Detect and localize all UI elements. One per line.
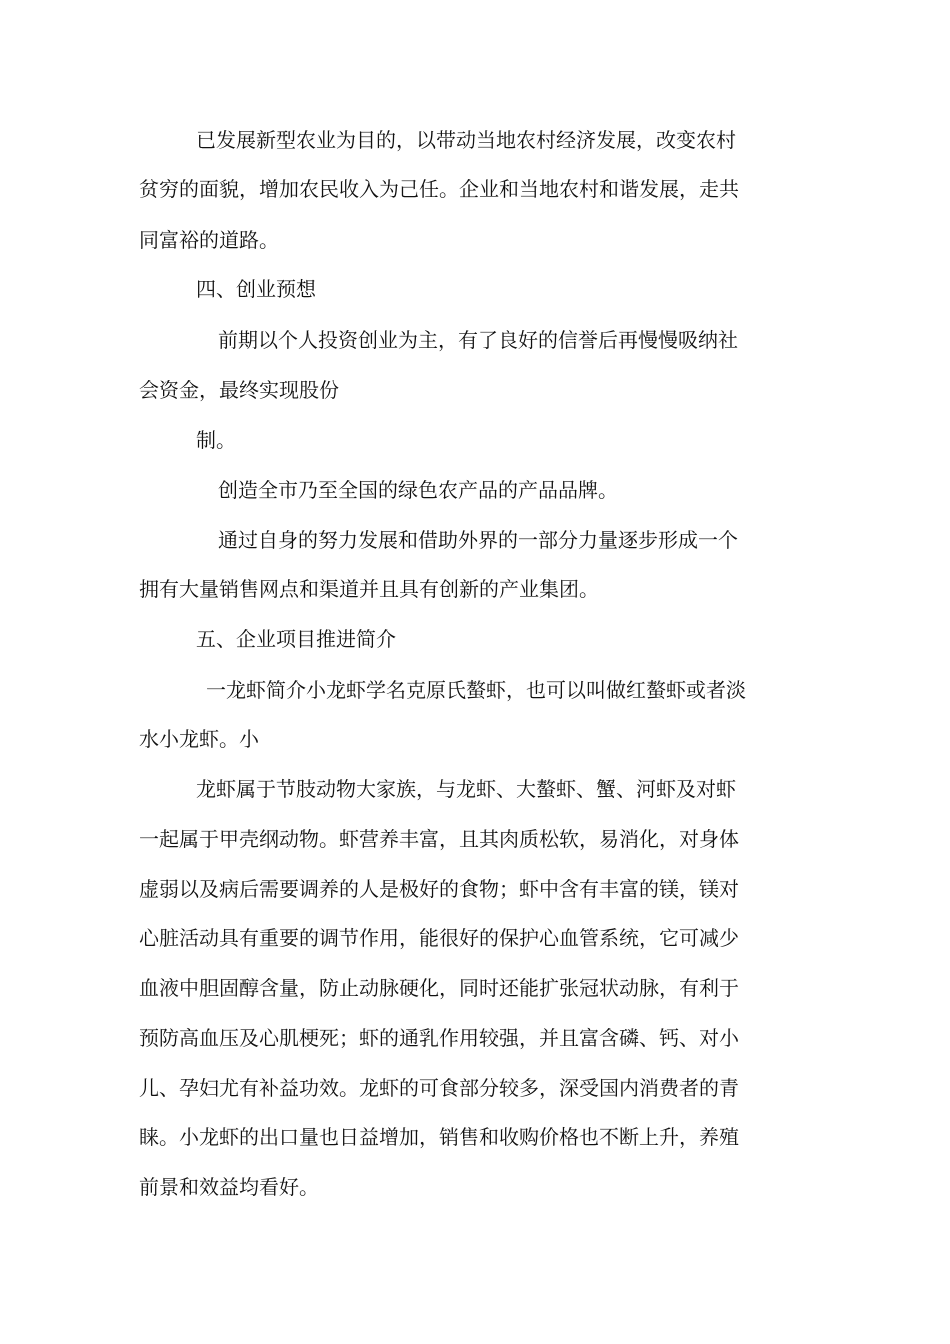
text-line: 一起属于甲壳纲动物。虾营养丰富，且其肉质松软，易消化，对身体 xyxy=(139,827,739,851)
text-line: 儿、孕妇尤有补益功效。龙虾的可食部分较多，深受国内消费者的青 xyxy=(139,1076,739,1100)
text-line: 同富裕的道路。 xyxy=(139,228,279,252)
text-line: 虚弱以及病后需要调养的人是极好的食物；虾中含有丰富的镁，镁对 xyxy=(139,877,739,901)
text-line: 通过自身的努力发展和借助外界的一部分力量逐步形成一个 xyxy=(218,528,738,552)
text-line: 预防高血压及心肌梗死；虾的通乳作用较强，并且富含磷、钙、对小 xyxy=(139,1026,739,1050)
text-line: 心脏活动具有重要的调节作用，能很好的保护心血管系统，它可减少 xyxy=(139,926,739,950)
text-line: 前期以个人投资创业为主，有了良好的信誉后再慢慢吸纳社 xyxy=(218,328,738,352)
text-line: 创造全市乃至全国的绿色农产品的产品品牌。 xyxy=(218,478,618,502)
text-line: 血液中胆固醇含量，防止动脉硬化，同时还能扩张冠状动脉，有利于 xyxy=(139,976,739,1000)
text-line: 拥有大量销售网点和渠道并且具有创新的产业集团。 xyxy=(139,577,599,601)
text-line: 水小龙虾。小 xyxy=(139,727,259,751)
text-line: 一龙虾简介小龙虾学名克原氏螯虾，也可以叫做红螯虾或者淡 xyxy=(206,678,746,702)
section-heading: 五、企业项目推进简介 xyxy=(196,627,396,651)
text-line: 前景和效益均看好。 xyxy=(139,1175,319,1199)
text-line: 制。 xyxy=(196,428,236,452)
text-line: 贫穷的面貌，增加农民收入为己任。企业和当地农村和谐发展，走共 xyxy=(139,177,739,201)
text-line: 龙虾属于节肢动物大家族，与龙虾、大螯虾、蟹、河虾及对虾 xyxy=(196,777,736,801)
text-line: 已发展新型农业为目的，以带动当地农村经济发展，改变农村 xyxy=(196,128,736,152)
section-heading: 四、创业预想 xyxy=(196,277,316,301)
text-line: 睐。小龙虾的出口量也日益增加，销售和收购价格也不断上升，养殖 xyxy=(139,1125,739,1149)
text-line: 会资金，最终实现股份 xyxy=(139,378,339,402)
